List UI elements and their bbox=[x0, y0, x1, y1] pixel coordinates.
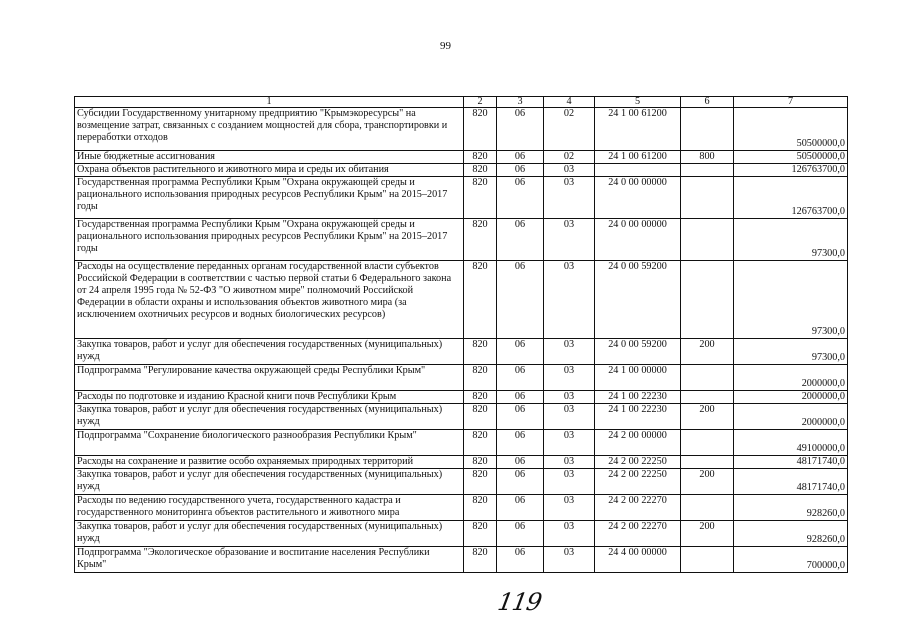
row-code-section: 06 bbox=[497, 390, 544, 403]
budget-table bbox=[74, 96, 848, 573]
row-code-subsection: 02 bbox=[544, 151, 595, 164]
row-code-section: 06 bbox=[497, 338, 544, 364]
row-code-ministry: 820 bbox=[464, 520, 497, 546]
row-code-target: 24 1 00 22230 bbox=[595, 403, 681, 429]
row-code-section: 06 bbox=[497, 364, 544, 390]
row-description: Расходы на сохранение и развитие особо охраняемых природных территорий bbox=[75, 455, 464, 468]
row-code-section: 06 bbox=[497, 546, 544, 572]
row-code-section: 06 bbox=[497, 429, 544, 455]
row-code-expense-type bbox=[681, 429, 734, 455]
table-row bbox=[75, 151, 848, 164]
row-description: Государственная программа Республики Крым "Охрана окружающей среды и рационального использования природных ресурсов Республики Крым" на 2015–2017 годы bbox=[75, 218, 464, 260]
row-amount: 2000000,0 bbox=[734, 364, 848, 390]
row-description: Закупка товаров, работ и услуг для обеспечения государственных (муниципальных) нужд bbox=[75, 468, 464, 494]
row-code-expense-type bbox=[681, 364, 734, 390]
row-code-ministry: 820 bbox=[464, 176, 497, 218]
row-amount: 126763700,0 bbox=[734, 176, 848, 218]
row-code-subsection: 03 bbox=[544, 163, 595, 176]
row-description: Государственная программа Республики Крым "Охрана окружающей среды и рационального использования природных ресурсов Республики Крым" на 2015–2017 годы bbox=[75, 176, 464, 218]
row-code-expense-type: 200 bbox=[681, 468, 734, 494]
table-row bbox=[75, 390, 848, 403]
row-description: Субсидии Государственному унитарному предприятию "Крымэкоресурсы" на возмещение затрат, связанных с созданием мощностей для сбора, транспортировки и переработки отходов bbox=[75, 108, 464, 151]
row-code-expense-type: 200 bbox=[681, 403, 734, 429]
row-code-ministry: 820 bbox=[464, 151, 497, 164]
row-code-expense-type: 800 bbox=[681, 151, 734, 164]
row-code-target: 24 0 00 59200 bbox=[595, 338, 681, 364]
row-code-section: 06 bbox=[497, 163, 544, 176]
row-code-subsection: 03 bbox=[544, 429, 595, 455]
row-code-ministry: 820 bbox=[464, 403, 497, 429]
row-code-expense-type bbox=[681, 260, 734, 338]
row-amount: 928260,0 bbox=[734, 494, 848, 520]
page-number: 99 bbox=[440, 40, 451, 52]
row-code-subsection: 03 bbox=[544, 468, 595, 494]
row-code-section: 06 bbox=[497, 260, 544, 338]
row-amount: 97300,0 bbox=[734, 260, 848, 338]
row-amount: 97300,0 bbox=[734, 218, 848, 260]
row-code-expense-type bbox=[681, 176, 734, 218]
table-row bbox=[75, 455, 848, 468]
row-amount: 50500000,0 bbox=[734, 108, 848, 151]
row-code-subsection: 03 bbox=[544, 520, 595, 546]
row-code-section: 06 bbox=[497, 108, 544, 151]
row-amount: 48171740,0 bbox=[734, 455, 848, 468]
row-code-section: 06 bbox=[497, 151, 544, 164]
row-code-target: 24 1 00 61200 bbox=[595, 151, 681, 164]
row-code-section: 06 bbox=[497, 494, 544, 520]
row-code-section: 06 bbox=[497, 403, 544, 429]
row-amount: 2000000,0 bbox=[734, 390, 848, 403]
row-code-target: 24 0 00 00000 bbox=[595, 218, 681, 260]
row-description: Закупка товаров, работ и услуг для обеспечения государственных (муниципальных) нужд bbox=[75, 403, 464, 429]
row-code-section: 06 bbox=[497, 468, 544, 494]
header-cell: 2 bbox=[464, 97, 497, 108]
row-code-subsection: 03 bbox=[544, 338, 595, 364]
row-code-ministry: 820 bbox=[464, 108, 497, 151]
row-amount: 48171740,0 bbox=[734, 468, 848, 494]
row-code-ministry: 820 bbox=[464, 455, 497, 468]
row-description: Закупка товаров, работ и услуг для обеспечения государственных (муниципальных) нужд bbox=[75, 338, 464, 364]
row-amount: 50500000,0 bbox=[734, 151, 848, 164]
table-row bbox=[75, 260, 848, 338]
row-amount: 126763700,0 bbox=[734, 163, 848, 176]
table-row bbox=[75, 403, 848, 429]
row-code-ministry: 820 bbox=[464, 260, 497, 338]
row-code-target: 24 2 00 22270 bbox=[595, 520, 681, 546]
row-code-ministry: 820 bbox=[464, 494, 497, 520]
row-description: Закупка товаров, работ и услуг для обеспечения государственных (муниципальных) нужд bbox=[75, 520, 464, 546]
table-row bbox=[75, 468, 848, 494]
row-code-subsection: 03 bbox=[544, 455, 595, 468]
row-code-expense-type: 200 bbox=[681, 520, 734, 546]
row-code-subsection: 03 bbox=[544, 403, 595, 429]
table-row bbox=[75, 218, 848, 260]
row-code-expense-type bbox=[681, 455, 734, 468]
row-code-subsection: 03 bbox=[544, 390, 595, 403]
row-code-expense-type bbox=[681, 390, 734, 403]
row-code-target: 24 2 00 22270 bbox=[595, 494, 681, 520]
row-description: Иные бюджетные ассигнования bbox=[75, 151, 464, 164]
table-row bbox=[75, 429, 848, 455]
row-code-expense-type bbox=[681, 218, 734, 260]
table-row bbox=[75, 494, 848, 520]
table-row bbox=[75, 546, 848, 572]
header-cell: 3 bbox=[497, 97, 544, 108]
row-code-target: 24 2 00 22250 bbox=[595, 455, 681, 468]
row-code-target: 24 1 00 22230 bbox=[595, 390, 681, 403]
table-row bbox=[75, 338, 848, 364]
table-row bbox=[75, 108, 848, 151]
row-code-target: 24 4 00 00000 bbox=[595, 546, 681, 572]
row-code-section: 06 bbox=[497, 455, 544, 468]
header-cell: 6 bbox=[681, 97, 734, 108]
row-code-subsection: 03 bbox=[544, 546, 595, 572]
row-code-expense-type bbox=[681, 546, 734, 572]
row-code-ministry: 820 bbox=[464, 390, 497, 403]
row-code-subsection: 03 bbox=[544, 176, 595, 218]
row-description: Расходы на осуществление переданных органам государственной власти субъектов Российской Федерации в соответствии с частью первой статьи 6 Федерального закона от 24 апреля 1995 года № 52-ФЗ "О животном мире" полномочий Российской Федерации в области охраны и использования объектов животного мира (за исключением охотничьих ресурсов и водных биологических ресурсов) bbox=[75, 260, 464, 338]
row-code-ministry: 820 bbox=[464, 546, 497, 572]
table-row bbox=[75, 364, 848, 390]
header-cell: 1 bbox=[75, 97, 464, 108]
header-cell: 4 bbox=[544, 97, 595, 108]
table-row bbox=[75, 163, 848, 176]
row-description: Подпрограмма "Экологическое образование и воспитание населения Республики Крым" bbox=[75, 546, 464, 572]
row-description: Расходы по ведению государственного учета, государственного кадастра и государственного мониторинга объектов растительного и животного мира bbox=[75, 494, 464, 520]
row-amount: 97300,0 bbox=[734, 338, 848, 364]
handwritten-page-number: 119 bbox=[495, 588, 544, 616]
header-cell: 7 bbox=[734, 97, 848, 108]
header-row bbox=[75, 97, 848, 108]
row-code-target: 24 0 00 59200 bbox=[595, 260, 681, 338]
row-code-ministry: 820 bbox=[464, 218, 497, 260]
row-code-subsection: 02 bbox=[544, 108, 595, 151]
row-code-ministry: 820 bbox=[464, 364, 497, 390]
row-code-expense-type bbox=[681, 163, 734, 176]
row-amount: 928260,0 bbox=[734, 520, 848, 546]
row-amount: 2000000,0 bbox=[734, 403, 848, 429]
row-code-subsection: 03 bbox=[544, 218, 595, 260]
row-amount: 700000,0 bbox=[734, 546, 848, 572]
row-description: Подпрограмма "Регулирование качества окружающей среды Республики Крым" bbox=[75, 364, 464, 390]
header-cell: 5 bbox=[595, 97, 681, 108]
row-code-target: 24 1 00 61200 bbox=[595, 108, 681, 151]
row-description: Расходы по подготовке и изданию Красной книги почв Республики Крым bbox=[75, 390, 464, 403]
row-code-expense-type: 200 bbox=[681, 338, 734, 364]
row-code-target: 24 2 00 22250 bbox=[595, 468, 681, 494]
table-row bbox=[75, 176, 848, 218]
row-code-section: 06 bbox=[497, 520, 544, 546]
row-description: Подпрограмма "Сохранение биологического разнообразия Республики Крым" bbox=[75, 429, 464, 455]
row-code-ministry: 820 bbox=[464, 163, 497, 176]
row-code-ministry: 820 bbox=[464, 338, 497, 364]
row-code-ministry: 820 bbox=[464, 468, 497, 494]
row-code-target: 24 0 00 00000 bbox=[595, 176, 681, 218]
row-description: Охрана объектов растительного и животного мира и среды их обитания bbox=[75, 163, 464, 176]
row-code-target bbox=[595, 163, 681, 176]
row-code-section: 06 bbox=[497, 176, 544, 218]
row-code-expense-type bbox=[681, 494, 734, 520]
row-code-target: 24 2 00 00000 bbox=[595, 429, 681, 455]
row-code-subsection: 03 bbox=[544, 364, 595, 390]
table-row bbox=[75, 520, 848, 546]
row-code-subsection: 03 bbox=[544, 260, 595, 338]
row-code-ministry: 820 bbox=[464, 429, 497, 455]
row-amount: 49100000,0 bbox=[734, 429, 848, 455]
row-code-section: 06 bbox=[497, 218, 544, 260]
row-code-target: 24 1 00 00000 bbox=[595, 364, 681, 390]
row-code-expense-type bbox=[681, 108, 734, 151]
row-code-subsection: 03 bbox=[544, 494, 595, 520]
